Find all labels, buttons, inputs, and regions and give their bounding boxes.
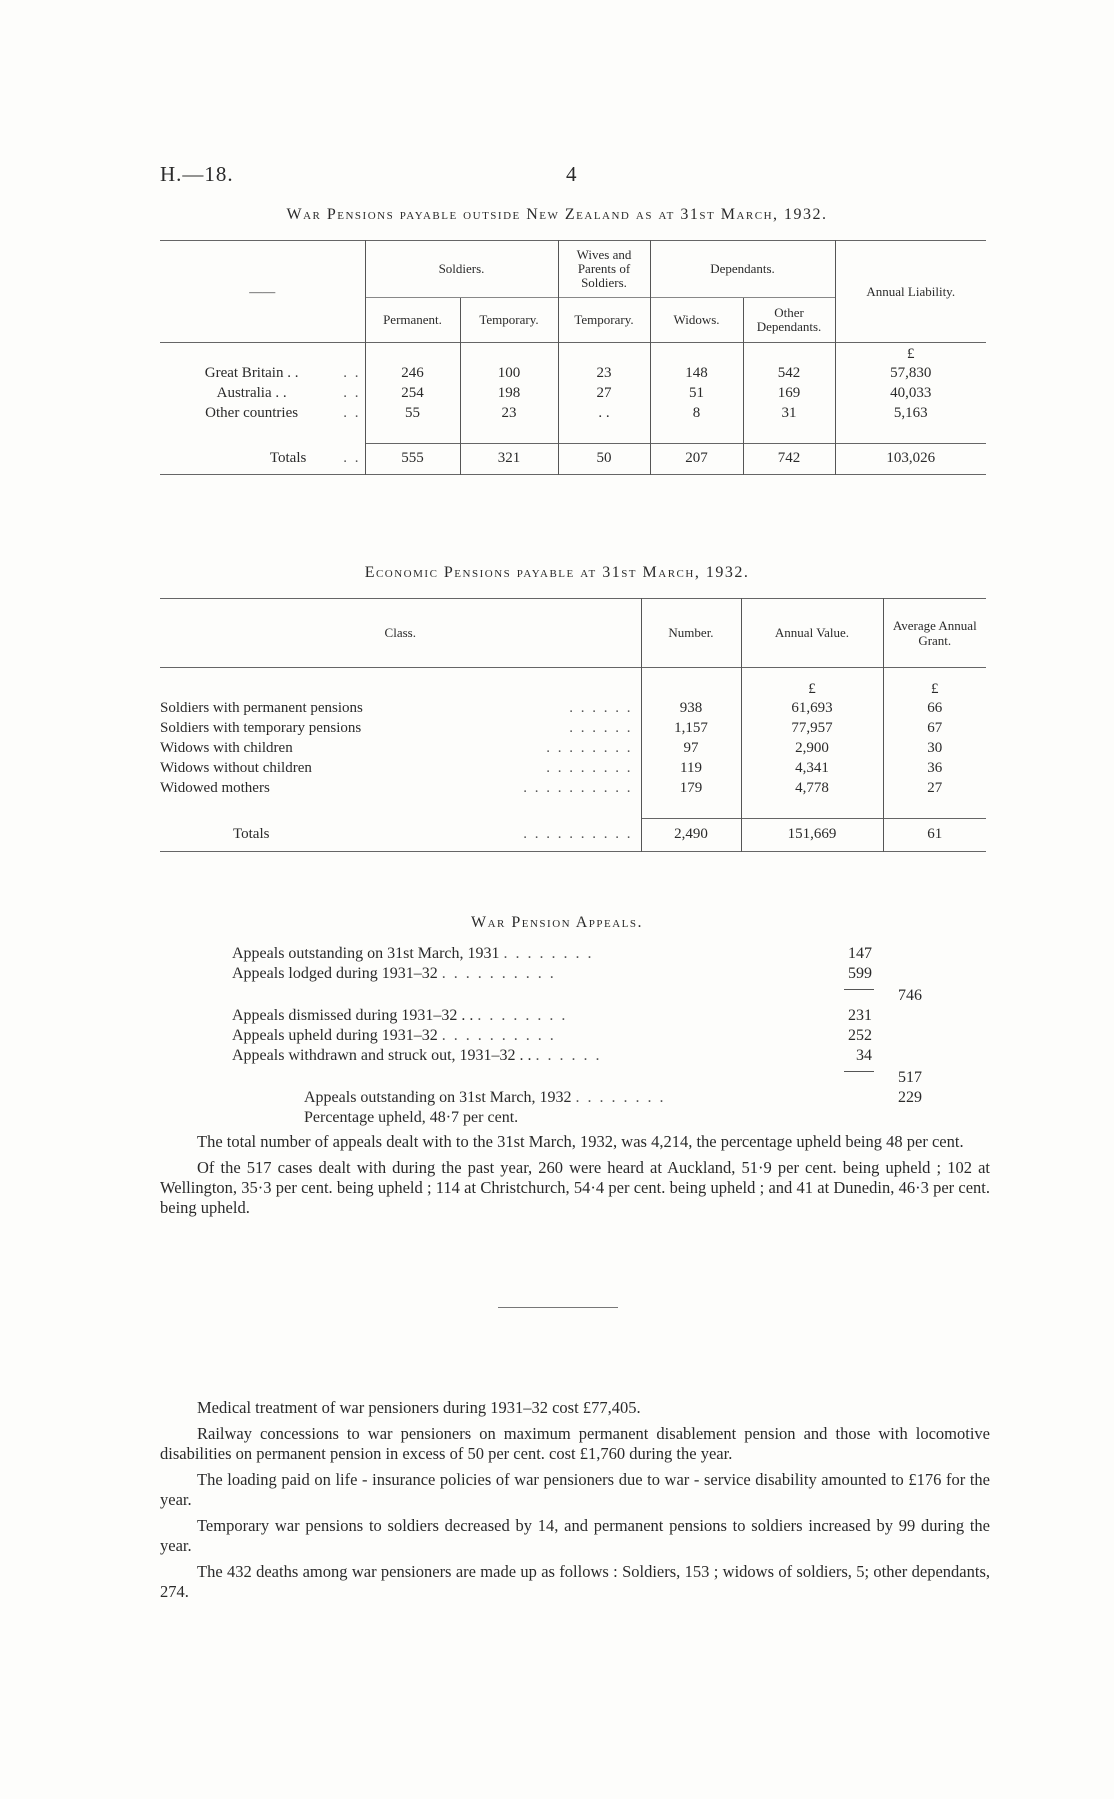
appeals-outstanding-1931-label: Appeals outstanding on 31st March, 1931 <box>232 945 500 962</box>
leader-dots: . . . . . . . . <box>503 945 594 962</box>
number-header: Number. <box>641 599 741 668</box>
table-row <box>160 383 986 403</box>
cell-annual-value: 61,693 <box>741 698 883 718</box>
cell-average: 67 <box>883 718 986 738</box>
cell-widows: 51 <box>650 383 743 403</box>
sum-rule <box>844 989 874 990</box>
annual-value-header: Annual Value. <box>741 599 883 668</box>
cell-wives: 27 <box>558 383 650 403</box>
economic-pensions-table <box>160 598 986 853</box>
war-pensions-table <box>160 240 986 476</box>
appeals-dismissed-label: Appeals dismissed during 1931–32 . . <box>232 1007 474 1024</box>
cell-annual-value: 4,778 <box>741 778 883 798</box>
total-permanent: 555 <box>365 444 460 475</box>
row-label: Great Britain . . <box>204 364 299 381</box>
row-label: Widows with children <box>160 739 293 756</box>
annual-liability-header: Annual Liability. <box>835 241 986 343</box>
appeals-title: War Pension Appeals. <box>470 914 644 931</box>
appeals-outstanding-1932-value: 229 <box>898 1089 922 1106</box>
cell-other: 31 <box>743 403 835 423</box>
leader-dots: . . . . . . . . . . <box>441 965 556 982</box>
cell-other: 169 <box>743 383 835 403</box>
row-label: Soldiers with permanent pensions <box>160 699 363 716</box>
total-other: 742 <box>743 444 835 475</box>
permanent-header: Permanent. <box>365 298 460 343</box>
paragraph: Temporary war pensions to soldiers decreased by 14, and permanent pensions to soldiers increased by 99 during the year. <box>160 1516 990 1555</box>
leader-dots: . . . . . . <box>535 1047 602 1064</box>
appeals-subtotal-517: 517 <box>898 1069 922 1086</box>
total-annual-value: 151,669 <box>741 819 883 852</box>
appeals-upheld-label: Appeals upheld during 1931–32 <box>232 1027 438 1044</box>
appeals-statement <box>232 944 932 1124</box>
appeals-outstanding-1932-label: Appeals outstanding on 31st March, 1932 <box>304 1089 572 1106</box>
leader-dots: . . . . . . . . <box>575 1089 666 1106</box>
pound-sign: £ <box>741 668 883 699</box>
leader-dots: . . . . . . . . . . <box>441 1027 556 1044</box>
cell-liability: 5,163 <box>835 403 986 423</box>
class-header: Class. <box>384 625 416 640</box>
dependants-header: Dependants. <box>650 241 835 298</box>
leader-dots: . . <box>343 450 361 466</box>
row-label: Australia . . <box>216 384 287 401</box>
cell-annual-value: 77,957 <box>741 718 883 738</box>
appeals-subtotal-746: 746 <box>898 987 922 1004</box>
leader-dots: . . . . . . <box>569 699 633 716</box>
cell-temporary: 100 <box>460 363 558 383</box>
total-liability: 103,026 <box>835 444 986 475</box>
appeals-withdrawn-label: Appeals withdrawn and struck out, 1931–32 . . <box>232 1047 532 1064</box>
totals-row <box>160 819 986 852</box>
row-label: Widowed mothers <box>160 779 270 796</box>
leader-dots: . . . . . . . . <box>477 1007 568 1024</box>
cell-number: 97 <box>641 738 741 758</box>
cell-number: 119 <box>641 758 741 778</box>
appeals-outstanding-1931-value: 147 <box>848 945 872 962</box>
cell-temporary: 23 <box>460 403 558 423</box>
cell-average: 36 <box>883 758 986 778</box>
cell-other: 542 <box>743 363 835 383</box>
table-row <box>160 738 986 758</box>
cell-widows: 8 <box>650 403 743 423</box>
cell-number: 179 <box>641 778 741 798</box>
table-row <box>160 403 986 423</box>
total-wives: 50 <box>558 444 650 475</box>
cell-average: 66 <box>883 698 986 718</box>
cell-permanent: 246 <box>365 363 460 383</box>
widows-header: Widows. <box>650 298 743 343</box>
cell-permanent: 254 <box>365 383 460 403</box>
pound-sign: £ <box>835 343 986 364</box>
table-row <box>160 698 986 718</box>
totals-label: Totals <box>233 826 270 842</box>
cell-average: 30 <box>883 738 986 758</box>
leader-dots: . . <box>343 364 361 381</box>
appeals-upheld-value: 252 <box>848 1027 872 1044</box>
leader-dots: . . . . . . . . . . <box>523 779 633 796</box>
leader-dots: . . . . . . . . <box>546 739 633 756</box>
leader-dots: . . <box>343 404 361 421</box>
cell-permanent: 55 <box>365 403 460 423</box>
pound-sign: £ <box>883 668 986 699</box>
notes-paragraphs <box>160 1398 990 1608</box>
cell-widows: 148 <box>650 363 743 383</box>
cell-annual-value: 2,900 <box>741 738 883 758</box>
cell-wives: 23 <box>558 363 650 383</box>
leader-dots: . . <box>343 384 361 401</box>
cell-average: 27 <box>883 778 986 798</box>
paragraph: Medical treatment of war pensioners during 1931–32 cost £77,405. <box>197 1398 641 1417</box>
paragraph: Of the 517 cases dealt with during the past year, 260 were heard at Auckland, 51·9 per cent. being upheld ; 102 at Wellington, 35·3 per cent. being upheld ; 114 at Christchurch, 54·4 per cent. being upheld ; and 41 at Dunedin, 46·3 per cent. being upheld. <box>160 1158 990 1217</box>
total-temporary: 321 <box>460 444 558 475</box>
page-number: 4 <box>566 162 577 186</box>
cell-wives: . . <box>558 403 650 423</box>
soldiers-header: Soldiers. <box>365 241 558 298</box>
table-row <box>160 363 986 383</box>
cell-annual-value: 4,341 <box>741 758 883 778</box>
paragraph: The loading paid on life - insurance policies of war pensioners due to war - service disability amounted to £176 for the year. <box>160 1470 990 1509</box>
cell-number: 1,157 <box>641 718 741 738</box>
leader-dots: . . . . . . . . . . <box>523 826 633 842</box>
leader-dots: . . . . . . . . <box>546 759 633 776</box>
appeals-dismissed-value: 231 <box>848 1007 872 1024</box>
paragraph: The 432 deaths among war pensioners are made up as follows : Soldiers, 153 ; widows of soldiers, 5; other dependants, 274. <box>160 1562 990 1601</box>
percentage-upheld: Percentage upheld, 48·7 per cent. <box>304 1109 519 1126</box>
totals-label: Totals <box>269 450 307 466</box>
cell-liability: 57,830 <box>835 363 986 383</box>
appeals-withdrawn-value: 34 <box>856 1047 872 1064</box>
wives-temporary-header: Temporary. <box>558 298 650 343</box>
cell-liability: 40,033 <box>835 383 986 403</box>
paragraph: Railway concessions to war pensioners on maximum permanent disablement pension and those with locomotive disabilities on permanent pension in excess of 50 per cent. cost £1,760 during the year. <box>160 1424 990 1463</box>
total-number: 2,490 <box>641 819 741 852</box>
average-grant-header: Average Annual Grant. <box>883 599 986 668</box>
appeals-lodged-value: 599 <box>848 965 872 982</box>
wives-parents-header: Wives and Parents of Soldiers. <box>558 241 650 298</box>
appeals-paragraphs <box>160 1132 990 1224</box>
cell-temporary: 198 <box>460 383 558 403</box>
total-widows: 207 <box>650 444 743 475</box>
sum-rule <box>844 1071 874 1072</box>
blank-header: —— <box>249 283 276 299</box>
paragraph: The total number of appeals dealt with to the 31st March, 1932, was 4,214, the percentage upheld being 48 per cent. <box>197 1132 964 1151</box>
total-average: 61 <box>883 819 986 852</box>
table-row <box>160 718 986 738</box>
row-label: Soldiers with temporary pensions <box>160 719 362 736</box>
appeals-lodged-label: Appeals lodged during 1931–32 <box>232 965 438 982</box>
war-pensions-title: War Pensions payable outside New Zealand as at 31st March, 1932. <box>286 206 828 223</box>
totals-row <box>160 444 986 475</box>
leader-dots: . . . . . . <box>569 719 633 736</box>
section-divider <box>498 1307 618 1308</box>
temporary-header: Temporary. <box>460 298 558 343</box>
economic-pensions-title: Economic Pensions payable at 31st March, 1932. <box>364 564 750 581</box>
other-dependants-header: Other Dependants. <box>743 298 835 343</box>
table-row <box>160 778 986 798</box>
row-label: Widows without children <box>160 759 312 776</box>
row-label: Other countries <box>205 404 299 421</box>
table-row <box>160 758 986 778</box>
cell-number: 938 <box>641 698 741 718</box>
document-reference: H.—18. <box>160 162 234 186</box>
